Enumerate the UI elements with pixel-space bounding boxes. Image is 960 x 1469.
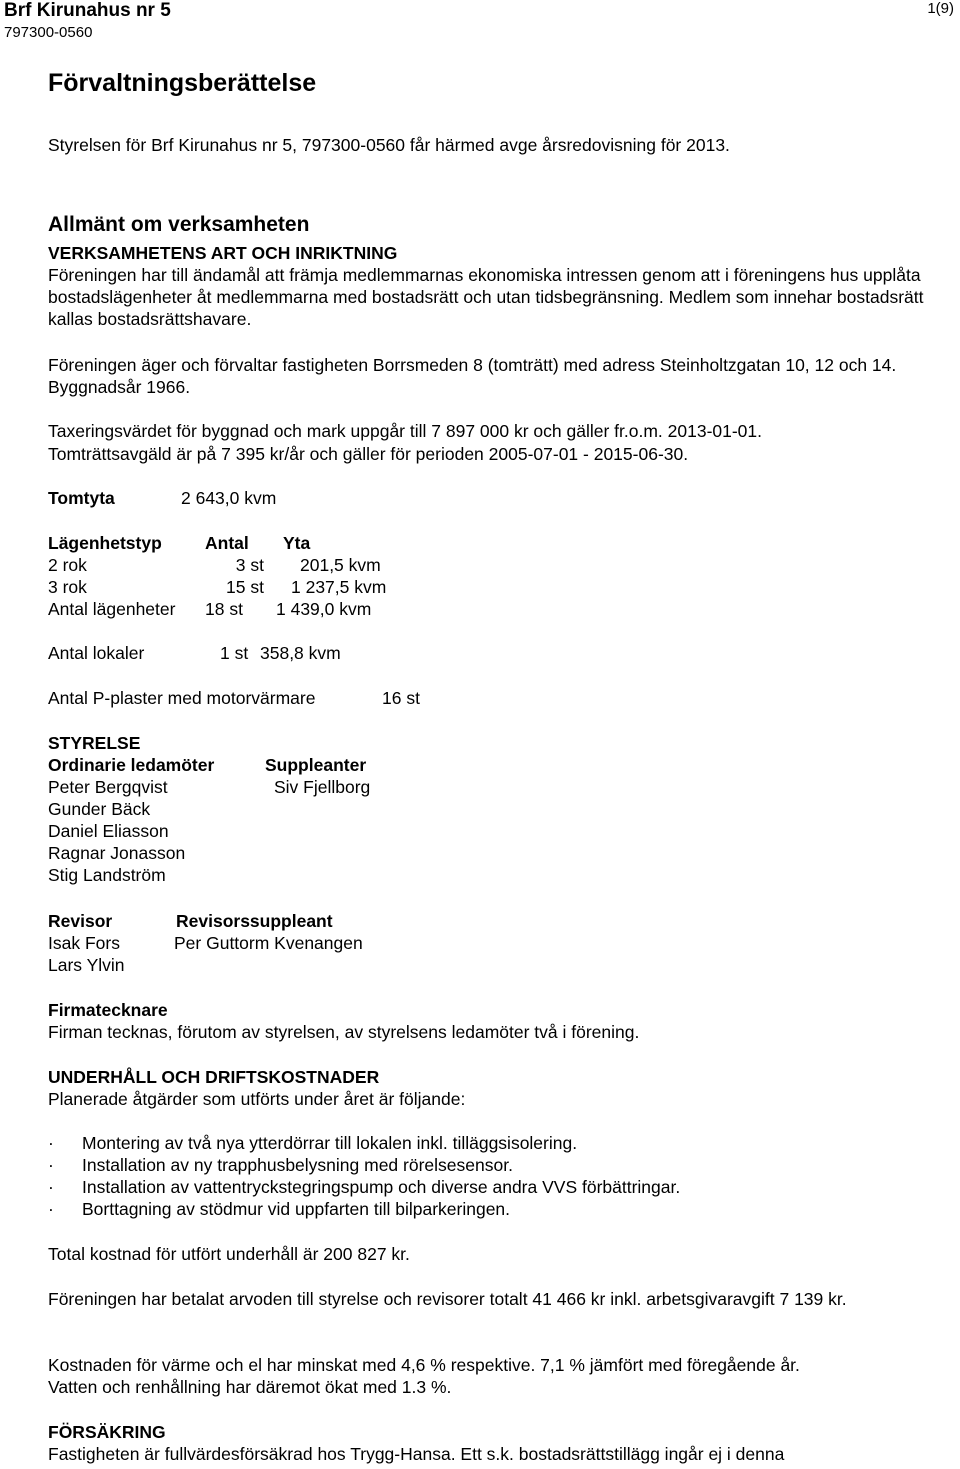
parking-count: 16 st xyxy=(382,688,420,708)
apartment-type: 3 rok xyxy=(48,577,87,597)
bullet-icon: · xyxy=(48,1199,54,1219)
apartment-type: Antal lägenheter xyxy=(48,599,176,619)
auditor-heading: Revisor xyxy=(48,911,113,931)
costs-line: Vatten och renhållning har däremot ökat med 1.3 %. xyxy=(48,1377,452,1397)
apartment-area: 201,5 kvm xyxy=(300,555,381,575)
apartment-count: 15 st xyxy=(226,577,264,597)
plot-area-value: 2 643,0 kvm xyxy=(181,488,277,508)
apartment-count: 18 st xyxy=(205,599,243,619)
general-heading: Allmänt om verksamheten xyxy=(48,213,310,236)
property-paragraph: Föreningen äger och förvaltar fastigheten Borrsmeden 8 (tomträtt) med adress Steinholtzgatan 10, 12 och 14. Byggnadsår 1966. xyxy=(48,355,897,397)
board-heading: STYRELSE xyxy=(48,733,141,753)
plot-area-row xyxy=(48,487,448,509)
apartment-type: 2 rok xyxy=(48,555,87,575)
page-title: Förvaltningsberättelse xyxy=(48,69,317,97)
list-item-text: Borttagning av stödmur vid uppfarten till bilparkeringen. xyxy=(82,1199,511,1219)
board-section xyxy=(48,754,548,884)
maintenance-heading: UNDERHÅLL OCH DRIFTSKOSTNADER xyxy=(48,1067,380,1087)
auditor-name: Isak Fors xyxy=(48,933,120,953)
auditors-section xyxy=(48,910,548,976)
maintenance-list xyxy=(48,1132,948,1222)
ground-rent-line: Tomträttsavgäld är på 7 395 kr/år och gäller för perioden 2005-07-01 - 2015-06-30. xyxy=(48,444,689,464)
bullet-icon: · xyxy=(48,1177,54,1197)
apartment-area: 1 237,5 kvm xyxy=(291,577,387,597)
deputy-auditor-name: Per Guttorm Kvenangen xyxy=(174,933,363,953)
header-area: Yta xyxy=(283,533,311,553)
bullet-icon: · xyxy=(48,1133,54,1153)
signatory-text: Firman tecknas, förutom av styrelsen, av styrelsens ledamöter två i förening. xyxy=(48,1022,640,1042)
page-number: 1(9) xyxy=(927,0,954,17)
apartment-area: 1 439,0 kvm xyxy=(276,599,372,619)
apartment-count: 3 st xyxy=(235,555,264,575)
list-item-text: Installation av vattentryckstegringspump och diverse andra VVS förbättringar. xyxy=(82,1177,681,1197)
premises-count: 1 st xyxy=(220,643,249,663)
organization-number: 797300-0560 xyxy=(4,24,93,41)
insurance-heading: FÖRSÄKRING xyxy=(48,1422,166,1442)
plot-area-label: Tomtyta xyxy=(48,488,115,508)
list-item-text: Montering av två nya ytterdörrar till lokalen inkl. tilläggsisolering. xyxy=(82,1133,578,1153)
apartment-table xyxy=(48,532,448,622)
header-count: Antal xyxy=(205,533,249,553)
auditor-name: Lars Ylvin xyxy=(48,955,125,975)
board-member: Peter Bergqvist xyxy=(48,777,168,797)
purpose-paragraph: Föreningen har till ändamål att främja medlemmarnas ekonomiska intressen genom att i föreningens hus upplåta bostadslägenheter åt medlemmarna med bostadsrätt och utan tidsbegränsning. Medlem som innehar bostadsrätt kallas bostadsrättshavare. xyxy=(48,265,924,329)
general-subheading: VERKSAMHETENS ART OCH INRIKTNING xyxy=(48,243,398,263)
list-item xyxy=(48,1154,948,1176)
intro-text: Styrelsen för Brf Kirunahus nr 5, 797300-0560 får härmed avge årsredovisning för 2013. xyxy=(48,135,730,155)
tax-value-line: Taxeringsvärdet för byggnad och mark uppgår till 7 897 000 kr och gäller fr.o.m. 2013-01-01. xyxy=(48,421,763,441)
board-member: Ragnar Jonasson xyxy=(48,843,186,863)
premises-area: 358,8 kvm xyxy=(260,643,341,663)
maintenance-total: Total kostnad för utfört underhåll är 200 827 kr. xyxy=(48,1244,410,1264)
organization-name: Brf Kirunahus nr 5 xyxy=(4,0,171,21)
list-item xyxy=(48,1132,948,1154)
deputy-auditor-heading: Revisorssuppleant xyxy=(176,911,333,931)
board-member: Gunder Bäck xyxy=(48,799,151,819)
costs-line: Kostnaden för värme och el har minskat med 4,6 % respektive. 7,1 % jämfört med föregående år. xyxy=(48,1355,800,1375)
board-member: Stig Landström xyxy=(48,865,166,885)
parking-label: Antal P-plaster med motorvärmare xyxy=(48,688,316,708)
deputies-heading: Suppleanter xyxy=(265,755,367,775)
list-item xyxy=(48,1198,948,1220)
board-members-heading: Ordinarie ledamöter xyxy=(48,755,215,775)
premises-row xyxy=(48,642,448,664)
insurance-text: Fastigheten är fullvärdesförsäkrad hos Trygg-Hansa. Ett s.k. bostadsrättstillägg ingår ej i denna xyxy=(48,1444,785,1464)
board-member: Daniel Eliasson xyxy=(48,821,169,841)
parking-row xyxy=(48,687,548,709)
list-item-text: Installation av ny trapphusbelysning med rörelsesensor. xyxy=(82,1155,513,1175)
deputy-member: Siv Fjellborg xyxy=(274,777,371,797)
fees-paragraph: Föreningen har betalat arvoden till styrelse och revisorer totalt 41 466 kr inkl. arbetsgivaravgift 7 139 kr. xyxy=(48,1289,847,1309)
maintenance-intro: Planerade åtgärder som utförts under året är följande: xyxy=(48,1089,466,1109)
header-type: Lägenhetstyp xyxy=(48,533,162,553)
list-item xyxy=(48,1176,948,1198)
signatory-heading: Firmatecknare xyxy=(48,1000,168,1020)
bullet-icon: · xyxy=(48,1155,54,1175)
premises-label: Antal lokaler xyxy=(48,643,145,663)
